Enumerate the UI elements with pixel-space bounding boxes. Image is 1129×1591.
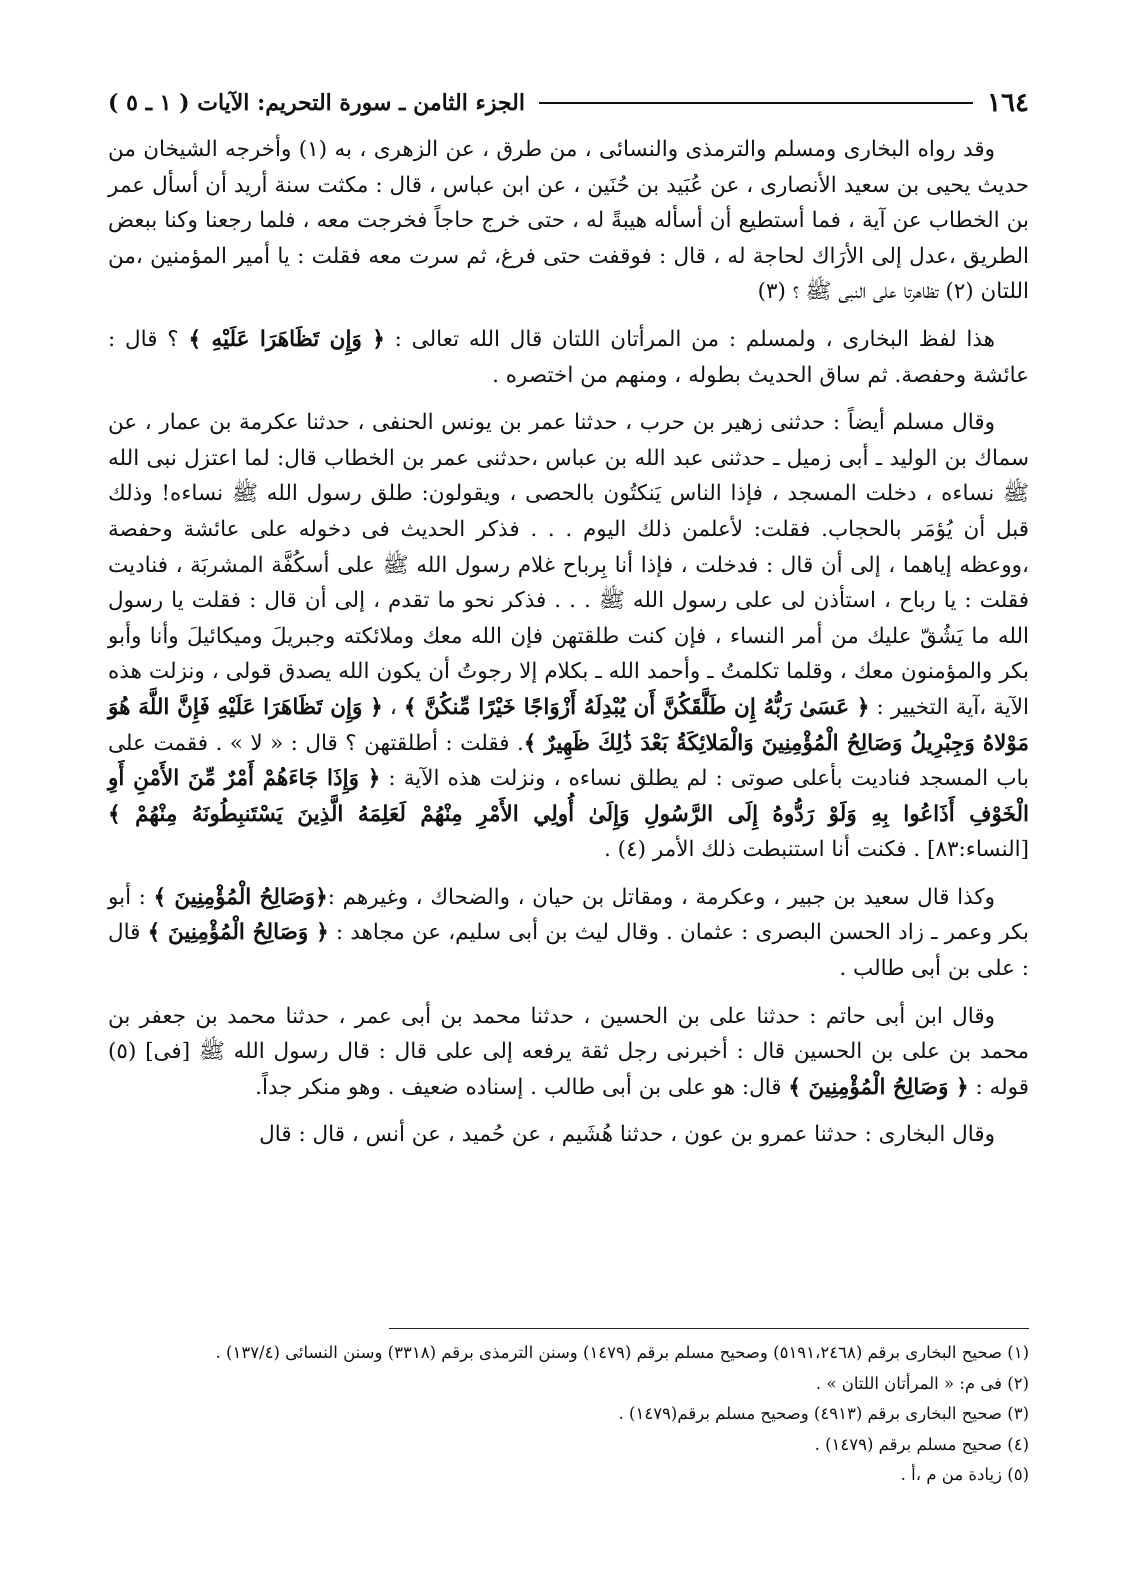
running-title: الجزء الثامن ـ سورة التحريم: الآيات ( ١ ـ ٥ ) bbox=[108, 90, 525, 116]
quran-quote: ﴿ وَصَالِحُ الْمُؤْمِنِينَ ﴾ bbox=[788, 1074, 969, 1100]
quran-quote: ﴿ وَإِذَا جَاءَهُمْ أَمْرٌ مِّنَ الأَمْنِ أَوِ الْخَوْفِ أَذَاعُوا بِهِ وَلَوْ رَدُّوهُ إِلَى الرَّسُولِ وَإِلَىٰ أُولِي الأَمْرِ مِنْهُمْ لَعَلِمَهُ الَّذِينَ يَسْتَنبِطُونَهُ مِنْهُمْ ﴾ bbox=[108, 766, 1029, 827]
footnote: (٥) زيادة من م ،أ . bbox=[900, 1465, 1029, 1484]
paragraph bbox=[108, 1117, 1029, 1153]
text-run: هذا لفظ البخارى ، ولمسلم : من المرأتان اللتان قال الله تعالى : bbox=[384, 326, 995, 352]
paragraph bbox=[108, 132, 1029, 310]
quran-quote: ﴿ وَإِن تَظَاهَرَا عَلَيْهِ فَإِنَّ اللَّهَ هُوَ مَوْلاهُ وَجِبْرِيلُ وَصَالِحُ الْمُؤْمِنِينَ وَالْمَلائِكَةُ بَعْدَ ذَٰلِكَ ظَهِيرٌ ﴾ bbox=[108, 694, 1029, 756]
quran-quote: ﴿ وَإِن تَظَاهَرَا عَلَيْهِ ﴾ bbox=[188, 326, 385, 352]
quran-quote: ﴿ عَسَىٰ رَبُّهُ إِن طَلَّقَكُنَّ أَن يُبْدِلَهُ أَزْوَاجًا خَيْرًا مِّنكُنَّ ﴾ bbox=[403, 694, 870, 720]
paragraph bbox=[108, 322, 1029, 393]
text-run: قال : على بن أبى طالب . bbox=[108, 920, 1029, 982]
page-number: ١٦٤ bbox=[987, 88, 1029, 118]
text-run: ، bbox=[382, 694, 404, 720]
main-text bbox=[108, 132, 1029, 1165]
text-run: وكذا قال سعيد بن جبير ، وعكرمة ، ومقاتل بن حيان ، والضحاك ، وغيرهم : bbox=[327, 884, 995, 910]
page-header bbox=[108, 86, 1029, 120]
text-run: وقال البخارى : حدثنا عمرو بن عون ، حدثنا هُشَيم ، عن حُميد ، عن أنس ، قال : قال bbox=[259, 1122, 995, 1148]
text-run: ؟ قال : عائشة وحفصة. ثم ساق الحديث بطوله ، ومنهم من اختصره . bbox=[108, 326, 1029, 388]
footnotes bbox=[108, 1338, 1029, 1491]
footnote: (٤) صحيح مسلم برقم (١٤٧٩) . bbox=[814, 1434, 1029, 1454]
text-run: [النساء:٨٣] . فكنت أنا استنبطت ذلك الأمر (٤) . bbox=[604, 837, 1029, 863]
paragraph bbox=[108, 880, 1029, 987]
footnote: (٢) فى م: « المرأتان اللتان » . bbox=[815, 1373, 1029, 1393]
footnote: (٣) صحيح البخارى برقم (٤٩١٣) وصحيح مسلم برقم(١٤٧٩) . bbox=[618, 1404, 1029, 1423]
text-run: وقال مسلم أيضاً : حدثنى زهير بن حرب ، حدثنا عمر بن يونس الحنفى ، حدثنا عكرمة بن عمار ، عن سماك بن الوليد ـ أبى زميل ـ حدثنى عبد الله بن عباس ،حدثنى عمر بن الخطاب قال: لما اعتزل نبى الله ﷺ نساءه ، دخلت المسجد ، فإذا الناس يَنكتُون بالحصى ، ويقولون: طلق رسول الله ﷺ نساءه! وذلك قبل أن يُؤمَر بالحجاب. فقلت: لأعلمن ذلك اليوم . . . فذكر الحديث فى دخوله على عائشة وحفصة ،ووعظه إياهما ، إلى أن قال : فدخلت ، فإذا أنا بِرباح غلام رسول الله ﷺ على أسكُفَّة المشربَة ، فناديت فقلت : يا رباح ، استأذن لى على رسول الله ﷺ . . . فذكر نحو ما تقدم ، إلى أن قال : فقلت يا رسول الله ما يَشُقّ عليك من أمر النساء ، فإن كنت طلقتهن فإن الله معك وملائكته وجبريلَ وميكائيلَ وأنا وأبو بكر والمؤمنون معك ، وقلما تكلمتُ ـ وأحمد الله ـ بكلام إلا رجوتُ أن يكون الله يصدق قولى ، ونزلت هذه الآية ،آية التخيير : bbox=[108, 410, 1029, 720]
quran-quote: ﴿ وَصَالِحُ الْمُؤْمِنِينَ ﴾ bbox=[147, 920, 329, 946]
footnote: (١) صحيح البخارى برقم (٥١٩١،٢٤٦٨) وصحيح مسلم برقم (١٤٧٩) وسنن الترمذى برقم (٣٣١٨) وسنن النسائى (١٣٧/٤) . bbox=[215, 1343, 1029, 1362]
footnote-separator bbox=[389, 1328, 1029, 1329]
text-run: . فقلت : أطلقتهن ؟ قال : « لا » . فقمت على باب المسجد فناديت بأعلى صوتى : لم يطلق نساءه ، ونزلت هذه الآية : bbox=[108, 730, 1029, 792]
text-run: وقال ابن أبى حاتم : حدثنا على بن الحسين ، حدثنا محمد بن أبى عمر ، حدثنا محمد بن جعفر بن محمد بن على بن الحسين قال : أخبرنى رجل ثقة يرفعه إلى على قال : قال رسول الله ﷺ [فى] (٥) قوله : bbox=[108, 1003, 1029, 1100]
paragraph bbox=[108, 999, 1029, 1106]
quran-quote: ﴿وَصَالِحُ الْمُؤْمِنِينَ ﴾ bbox=[153, 884, 328, 910]
paragraph bbox=[108, 405, 1029, 868]
text-run: قال: هو على بن أبى طالب . إسناده ضعيف . وهو منكر جداً. bbox=[255, 1074, 789, 1100]
header-rule bbox=[539, 102, 973, 104]
text-run: وقد رواه البخارى ومسلم والترمذى والنسائى ، من طرق ، عن الزهرى ، به (١) وأخرجه الشيخان من حديث يحيى بن سعيد الأنصارى ، عن عُبَيد بن حُنَين ، عن ابن عباس ، قال : مكثت سنة أريد أن أسأل عمر بن الخطاب عن آية ، فما أستطيع أن أسأله هيبةً له ، حتى خرج حاجاً فخرجت معه ، فلما رجعنا وكنا ببعض الطريق ،عدل إلى الأرَاك لحاجة له ، قال : فوقفت حتى فرغ، ثم سرت معه فقلت : يا أمير المؤمنين ،من اللتان (٢) تظاهرتا على النبى ﷺ ؟ (٣) bbox=[108, 137, 1029, 305]
text-run: : أبو بكر وعمر ـ زاد الحسن البصرى : عثمان . وقال ليث بن أبى سليم، عن مجاهد : bbox=[108, 884, 1029, 946]
